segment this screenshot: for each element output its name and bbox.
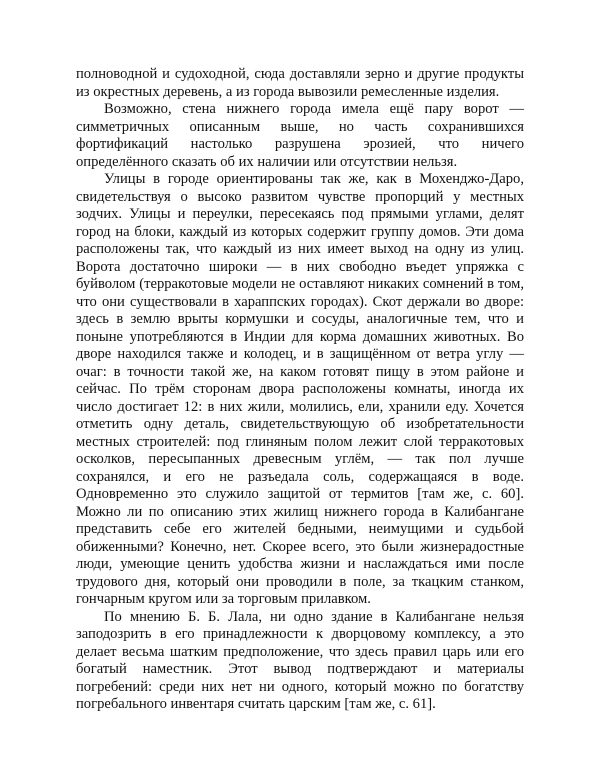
paragraph-lal-opinion: По мнению Б. Б. Лала, ни одно здание в Калибангане нельзя заподозрить в его принадлежности к дворцовому комплексу, а это делает весьма шатким предположение, что здесь правил царь или его богатый наместник. Этот вывод подтверждают и материалы погребений: среди них нет ни одного, который можно по богатству погребального инвентаря считать царским [там же, с. 61]. — [76, 608, 524, 712]
paragraph-continuation: полноводной и судоходной, сюда доставляли зерно и другие продукты из окрестных деревень, а из города вывозили ремесленные изделия. — [76, 66, 524, 100]
paragraph-city-wall: Возможно, стена нижнего города имела ещё пару ворот — симметричных описанным выше, но часть сохранившихся фортификаций настолько разрушена эрозией, что ничего определённого сказать об их наличии или отсутствии нельзя. — [76, 101, 524, 170]
paragraph-streets-houses: Улицы в городе ориентированы так же, как в Мохенджо-Даро, свидетельствуя о высоко развитом чувстве пропорций у местных зодчих. Улицы и переулки, пересекаясь под прямыми углами, делят город на блоки, каждый из которых содержит группу домов. Эти дома расположены так, что каждый из них имеет выход на одну из улиц. Ворота достаточно широки — в них свободно въедет упряжка с буйволом (терракотовые модели не оставляют никаких сомнений в том, что они существовали в хараппских городах). Скот держали во дворе: здесь в землю врыты кормушки и сосуды, аналогичные тем, что и поныне употребляются в Индии для корма домашних животных. Во дворе находился также и колодец, и в защищённом от ветра углу — очаг: в точности такой же, на каком готовят пищу в этом районе и сейчас. По трём сторонам двора расположены комнаты, иногда их число достигает 12: в них жили, молились, ели, хранили еду. Хочется отметить одну деталь, свидетельствующую об изобретательности местных строителей: под глиняным полом лежит слой терракотовых осколков, пересыпанных древесным углём, — так пол лучше сохранялся, и его не разъедала соль, содержащаяся в воде. Одновременно это служило защитой от термитов [там же, с. 60]. Можно ли по описанию этих жилищ нижнего города в Калибангане представить себе его жителей бедными, неимущими и судьбой обиженными? Конечно, нет. Скорее всего, это были жизнерадостные люди, умеющие ценить удобства жизни и наслаждаться ими после трудового дня, который они проводили в поле, за ткацким станком, гончарным кругом или за торговым прилавком. — [76, 171, 524, 607]
document-page — [76, 66, 524, 714]
